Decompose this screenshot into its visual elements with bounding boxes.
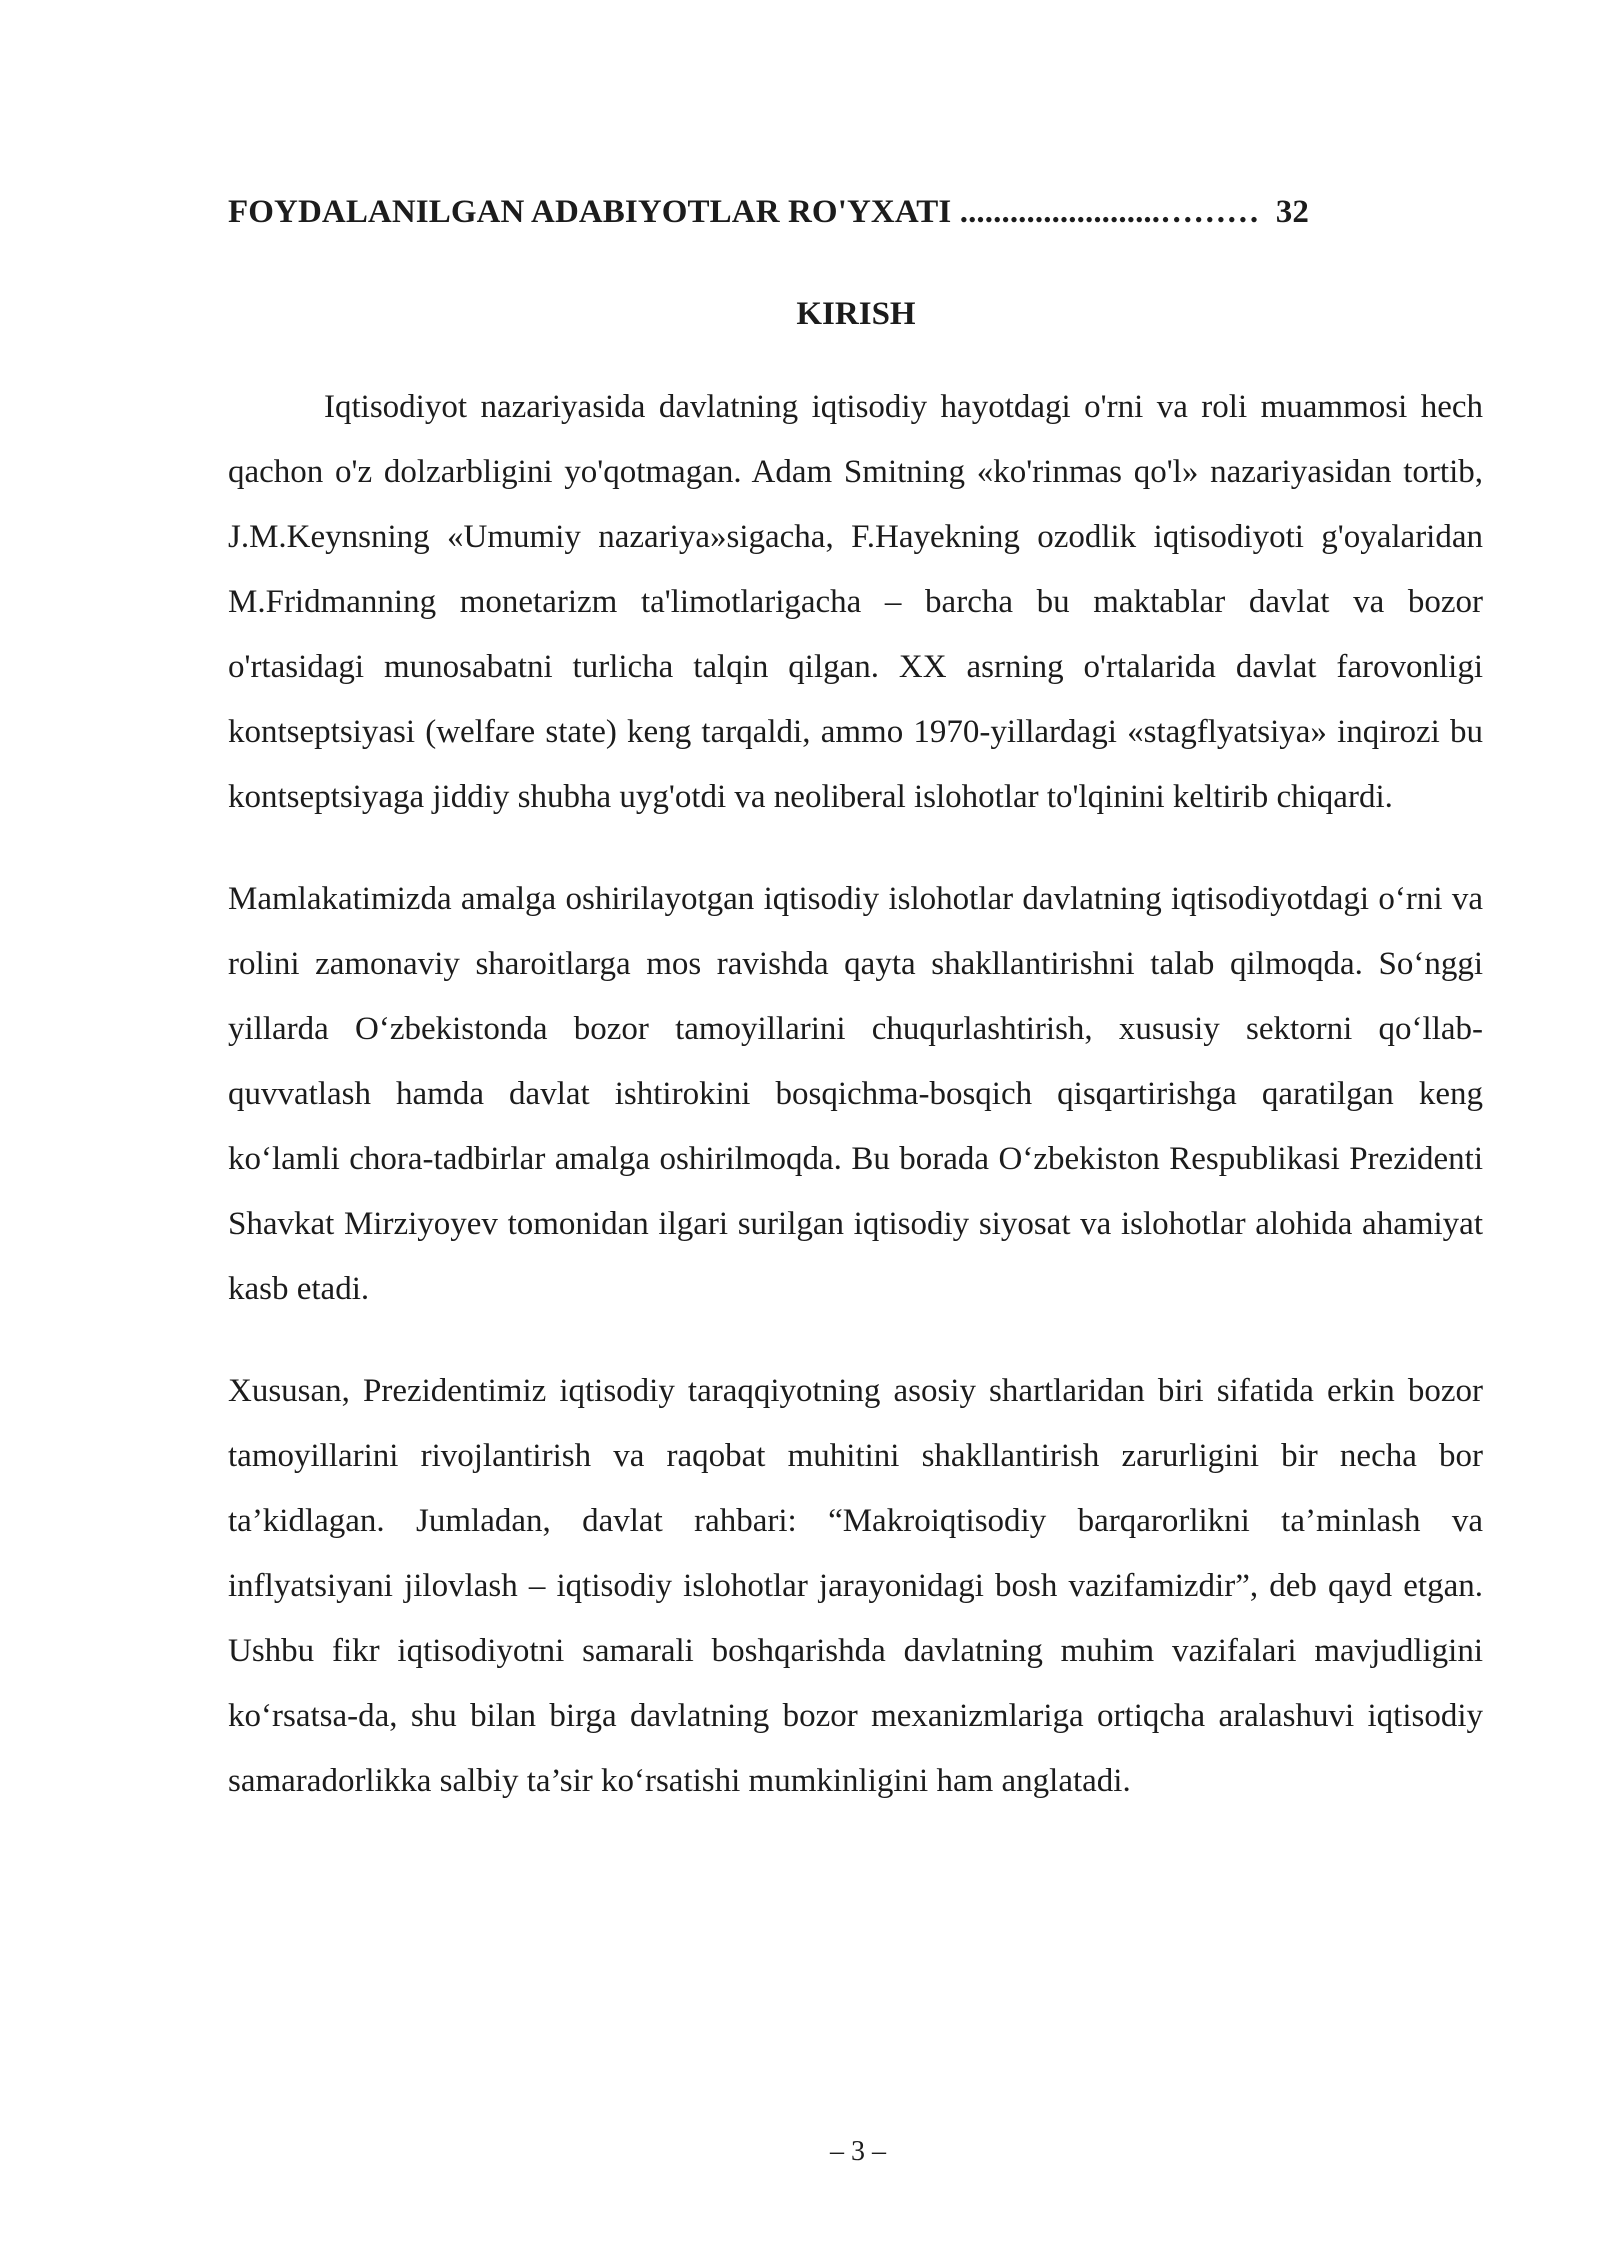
toc-entry[interactable] bbox=[228, 190, 1476, 234]
page-number: – 3 – bbox=[830, 2136, 886, 2167]
toc-entry-page-number: 32 bbox=[1275, 194, 1309, 230]
toc-entry-title: FOYDALANILGAN ADABIYOTLAR RO'YXATI bbox=[228, 194, 952, 230]
paragraph: Iqtisodiyot nazariyasida davlatning iqtisodiy hayotdagi o'rni va roli muammosi hech qachon o'z dolzarbligini yo'qotmagan. Adam Smitning «ko'rinmas qo'l» nazariyasidan tortib, J.M.Keynsning «Umumiy nazariya»sigacha, F.Hayekning ozodlik iqtisodiyoti g'oyalaridan M.Fridmanning monetarizm ta'limotlarigacha – barcha bu maktablar davlat va bozor o'rtasidagi munosabatni turlicha talqin qilgan. XX asrning o'rtalarida davlat farovonligi kontseptsiyasi (welfare state) keng tarqaldi, ammo 1970-yillardagi «stagflyatsiya» inqirozi bu kontseptsiyaga jiddiy shubha uyg'otdi va neoliberal islohotlar to'lqinini keltirib chiqardi. bbox=[228, 389, 1483, 815]
section-heading: KIRISH bbox=[796, 296, 916, 332]
paragraph: Mamlakatimizda amalga oshirilayotgan iqtisodiy islohotlar davlatning iqtisodiyotdagi o‘rni va rolini zamonaviy sharoitlarga mos ravishda qayta shakllantirishni talab qilmoqda. So‘nggi yillarda O‘zbekistonda bozor tamoyillarini chuqurlashtirish, xususiy sektorni qo‘llab-quvvatlash hamda davlat ishtirokini bosqichma-bosqich qisqartirishga qaratilgan keng ko‘lamli chora-tadbirlar amalga oshirilmoqda. Bu borada O‘zbekiston Respublikasi Prezidenti Shavkat Mirziyoyev tomonidan ilgari surilgan iqtisodiy siyosat va islohotlar alohida ahamiyat kasb etadi. bbox=[228, 881, 1483, 1307]
toc-leader: ........................……… bbox=[959, 194, 1260, 230]
paragraph: Xususan, Prezidentimiz iqtisodiy taraqqiyotning asosiy shartlaridan biri sifatida erkin bozor tamoyillarini rivojlantirish va raqobat muhitini shakllantirish zarurligini bir necha bor ta’kidlagan. Jumladan, davlat rahbari: “Makroiqtisodiy barqarorlikni ta’minlash va inflyatsiyani jilovlash – iqtisodiy islohotlar jarayonidagi bosh vazifamizdir”, deb qayd etgan. Ushbu fikr iqtisodiyotni samarali boshqarishda davlatning muhim vazifalari mavjudligini ko‘rsatsa-da, shu bilan birga davlatning bozor mexanizmlariga ortiqcha aralashuvi iqtisodiy samaradorlikka salbiy ta’sir ko‘rsatishi mumkinligini ham anglatadi. bbox=[228, 1373, 1483, 1799]
body-text bbox=[228, 375, 1483, 1814]
